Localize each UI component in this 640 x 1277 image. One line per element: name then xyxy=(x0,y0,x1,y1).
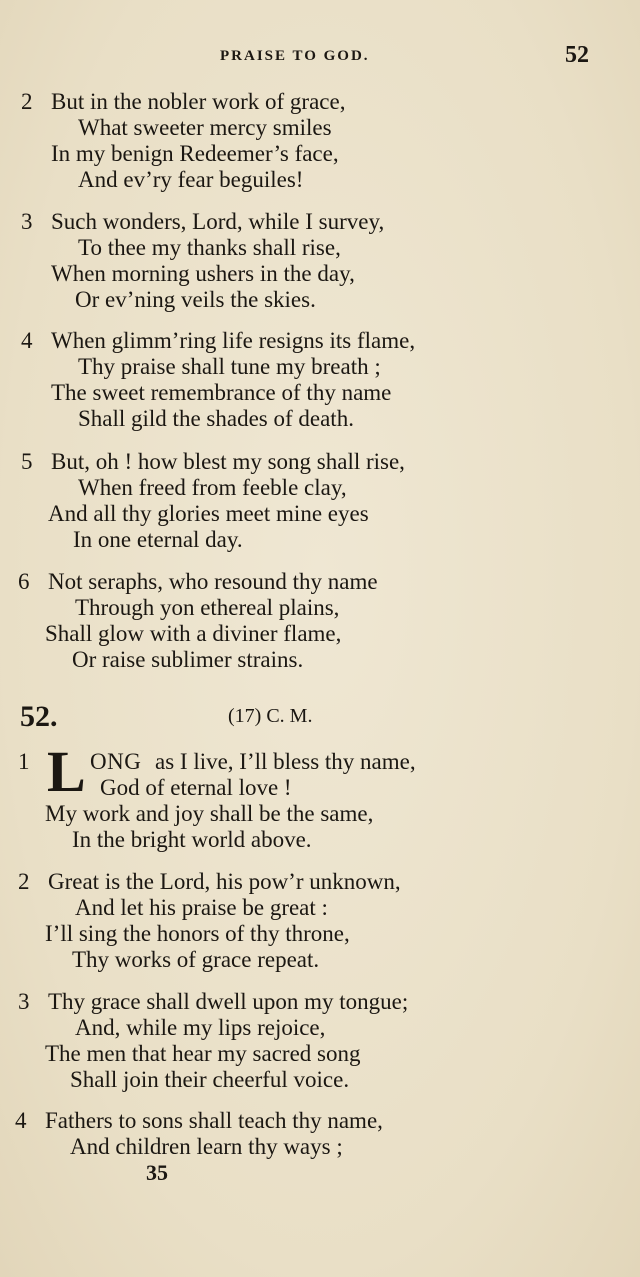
verse-line: Great is the Lord, his pow’r unknown, xyxy=(48,869,401,894)
verse-line: Shall glow with a diviner flame, xyxy=(45,621,342,646)
tune-meter: (17) C. M. xyxy=(228,705,313,727)
verse-line: The sweet remembrance of thy name xyxy=(51,380,392,405)
verse-line: Shall gild the shades of death. xyxy=(78,406,354,431)
verse-line: Such wonders, Lord, while I survey, xyxy=(51,209,385,234)
verse-line: And all thy glories meet mine eyes xyxy=(48,501,369,526)
stanza-number: 6 xyxy=(18,569,30,594)
verse-line: But, oh ! how blest my song shall rise, xyxy=(51,449,405,474)
verse-line: When morning ushers in the day, xyxy=(51,261,355,286)
signature-mark: 35 xyxy=(146,1160,168,1185)
page-number: 52 xyxy=(565,42,589,68)
verse-line: And children learn thy ways ; xyxy=(70,1134,343,1159)
verse-line: God of eternal love ! xyxy=(100,775,292,800)
verse-line: I’ll sing the honors of thy throne, xyxy=(45,921,350,946)
stanza-number: 4 xyxy=(15,1108,27,1133)
verse-line: Shall join their cheerful voice. xyxy=(70,1067,350,1092)
verse-line: Through yon ethereal plains, xyxy=(75,595,340,620)
verse-line: My work and joy shall be the same, xyxy=(45,801,374,826)
verse-line: But in the nobler work of grace, xyxy=(51,89,346,114)
verse-line: Fathers to sons shall teach thy name, xyxy=(45,1108,383,1133)
stanza-number: 3 xyxy=(18,989,30,1014)
verse-line: What sweeter mercy smiles xyxy=(78,115,332,140)
page-header xyxy=(0,42,640,72)
verse-line: The men that hear my sacred song xyxy=(45,1041,361,1066)
stanza-number: 3 xyxy=(21,209,33,234)
stanza-number: 5 xyxy=(21,449,33,474)
verse-line: And, while my lips rejoice, xyxy=(75,1015,326,1040)
drop-cap: L xyxy=(47,739,86,804)
verse-line: Or raise sublimer strains. xyxy=(72,647,304,672)
running-head: PRAISE TO GOD. xyxy=(220,48,370,64)
verse-line: Thy grace shall dwell upon my tongue; xyxy=(48,989,409,1014)
stanza-number: 2 xyxy=(18,869,30,894)
verse-line: In the bright world above. xyxy=(72,827,312,852)
verse-line: Or ev’ning veils the skies. xyxy=(75,287,316,312)
verse-line: In my benign Redeemer’s face, xyxy=(51,141,339,166)
stanza-number: 2 xyxy=(21,89,33,114)
verse-line: Thy praise shall tune my breath ; xyxy=(78,354,381,379)
stanza-number: 1 xyxy=(18,749,30,774)
stanza-number: 4 xyxy=(21,328,33,353)
verse-line: And ev’ry fear beguiles! xyxy=(78,167,304,192)
hymn-heading xyxy=(0,700,640,734)
verse-line: When glimm’ring life resigns its flame, xyxy=(51,328,416,353)
verse-line: Not seraphs, who resound thy name xyxy=(48,569,378,594)
verse-line: Thy works of grace repeat. xyxy=(72,947,320,972)
verse-line: In one eternal day. xyxy=(73,527,243,552)
first-word-rest: ONG xyxy=(90,749,142,774)
verse-line: When freed from feeble clay, xyxy=(78,475,347,500)
hymn-number: 52. xyxy=(20,700,58,733)
verse-line: To thee my thanks shall rise, xyxy=(78,235,341,260)
verse-line: as I live, I’ll bless thy name, xyxy=(155,749,416,774)
verse-line: And let his praise be great : xyxy=(75,895,328,920)
